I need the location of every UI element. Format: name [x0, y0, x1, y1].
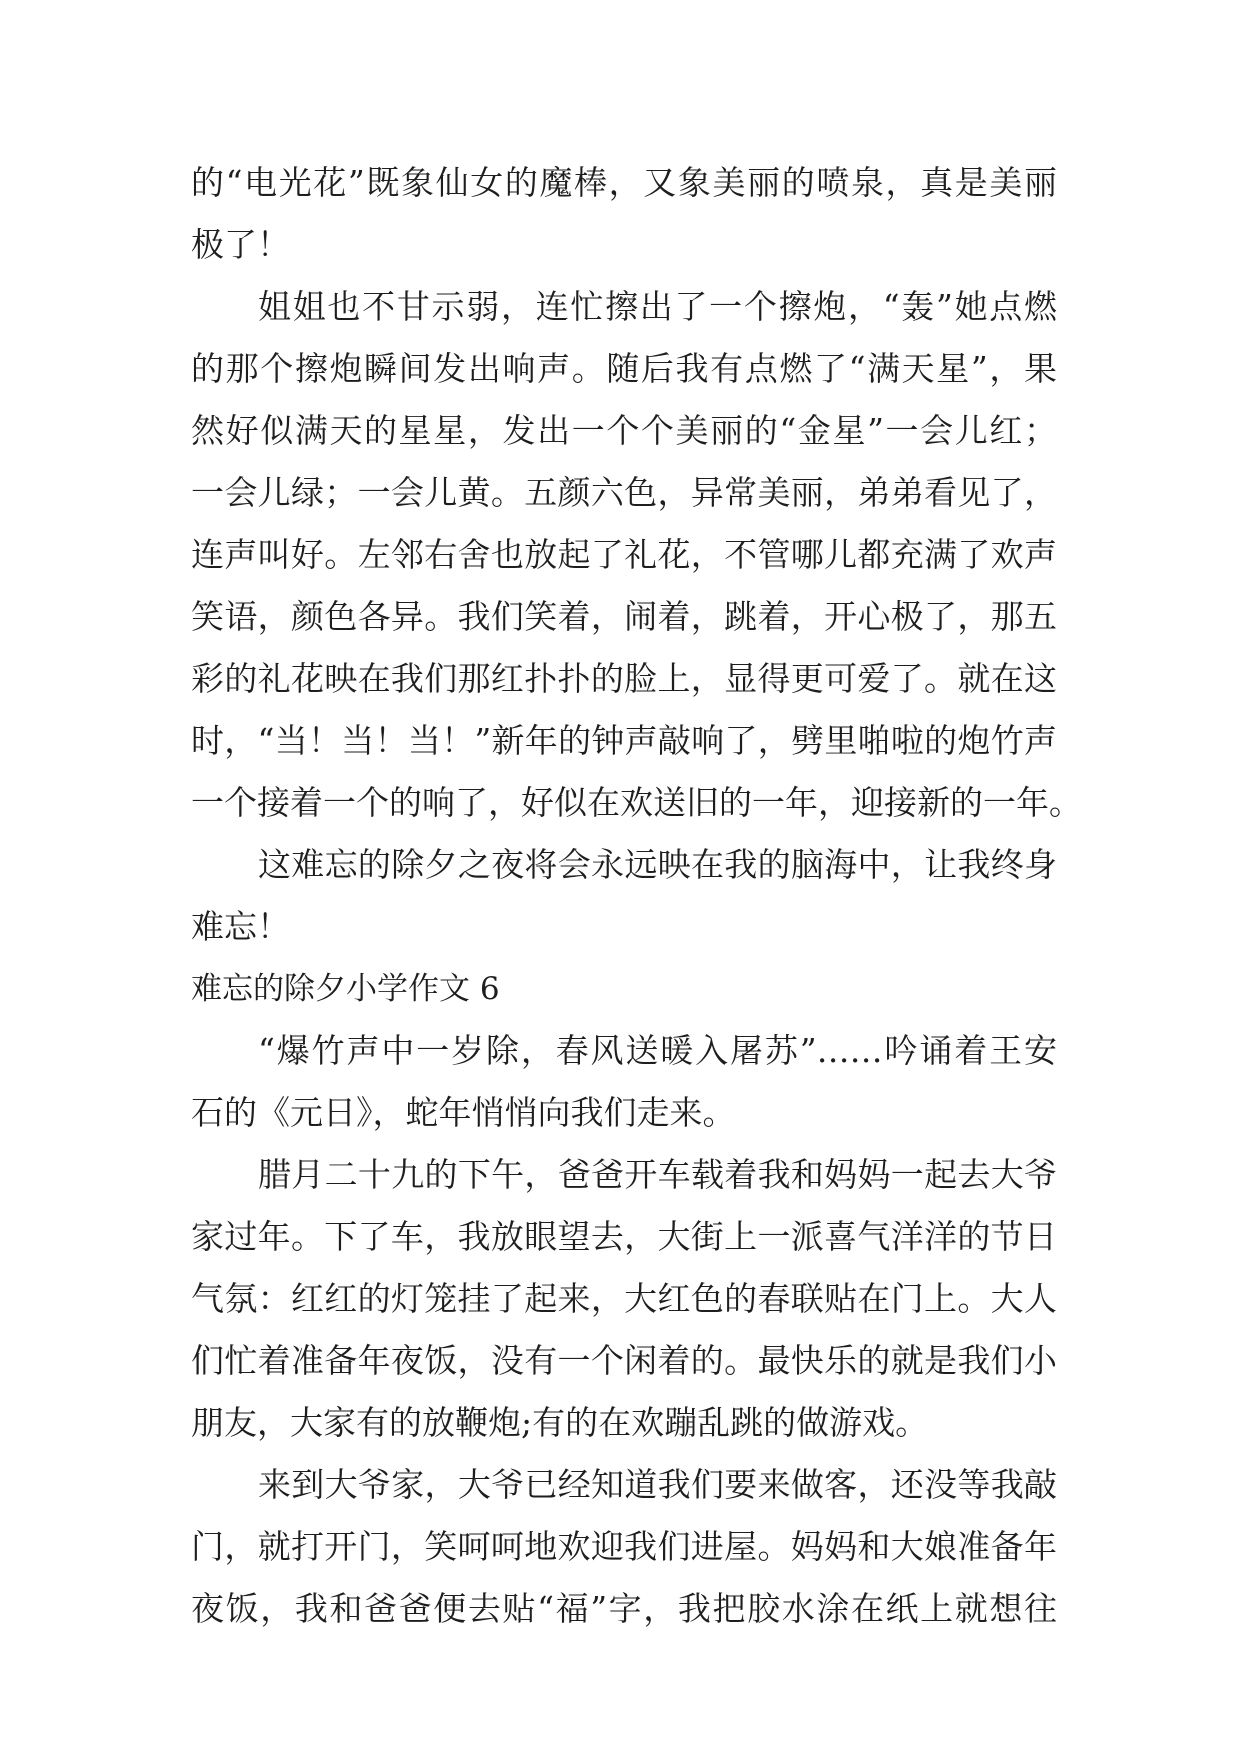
text-line: 们忙着准备年夜饭，没有一个闲着的。最快乐的就是我们小: [191, 1341, 1057, 1380]
text-line: 一个接着一个的响了，好似在欢送旧的一年，迎接新的一年。: [191, 783, 1082, 822]
paragraph: [191, 276, 1082, 834]
text-line: 一会儿绿；一会儿黄。五颜六色，异常美丽，弟弟看见了，: [191, 473, 1057, 512]
text-line: 姐姐也不甘示弱，连忙擦出了一个擦炮，“轰”她点燃: [258, 287, 1057, 326]
text-line: 难忘！: [191, 907, 290, 946]
text-line: 来到大爷家，大爷已经知道我们要来做客，还没等我敲: [258, 1465, 1057, 1504]
paragraph: [191, 1144, 1057, 1454]
paragraph: [191, 834, 1057, 958]
text-line: 极了！: [191, 225, 290, 264]
text-line: 夜饭，我和爸爸便去贴“福”字，我把胶水涂在纸上就想往: [191, 1589, 1057, 1628]
paragraph: [191, 152, 1057, 276]
text-line: “爆竹声中一岁除，春风送暖入屠苏”……吟诵着王安: [258, 1031, 1057, 1070]
text-line: 门，就打开门，笑呵呵地欢迎我们进屋。妈妈和大娘准备年: [191, 1527, 1057, 1566]
text-line: 笑语，颜色各异。我们笑着，闹着，跳着，开心极了，那五: [191, 597, 1057, 636]
text-line: 连声叫好。左邻右舍也放起了礼花，不管哪儿都充满了欢声: [191, 535, 1057, 574]
text-line: 腊月二十九的下午，爸爸开车载着我和妈妈一起去大爷: [258, 1155, 1057, 1194]
paragraph: [191, 1020, 1057, 1144]
paragraph: [191, 1454, 1057, 1640]
text-line: 然好似满天的星星，发出一个个美丽的“金星”一会儿红；: [191, 411, 1057, 450]
text-line: 朋友，大家有的放鞭炮;有的在欢蹦乱跳的做游戏。: [191, 1403, 929, 1442]
section-title: 难忘的除夕小学作文 6: [191, 971, 500, 1007]
text-line: 彩的礼花映在我们那红扑扑的脸上，显得更可爱了。就在这: [191, 659, 1057, 698]
text-line: 家过年。下了车，我放眼望去，大街上一派喜气洋洋的节日: [191, 1217, 1057, 1256]
text-line: 石的《元日》，蛇年悄悄向我们走来。: [191, 1093, 736, 1132]
document-body: [191, 152, 1082, 1640]
text-line: 这难忘的除夕之夜将会永远映在我的脑海中，让我终身: [258, 845, 1057, 884]
text-line: 时，“当！当！当！”新年的钟声敲响了，劈里啪啦的炮竹声: [191, 721, 1057, 760]
text-line: 气氛：红红的灯笼挂了起来，大红色的春联贴在门上。大人: [191, 1279, 1057, 1318]
text-line: 的那个擦炮瞬间发出响声。随后我有点燃了“满天星”，果: [191, 349, 1057, 388]
text-line: 的“电光花”既象仙女的魔棒，又象美丽的喷泉，真是美丽: [191, 163, 1057, 202]
